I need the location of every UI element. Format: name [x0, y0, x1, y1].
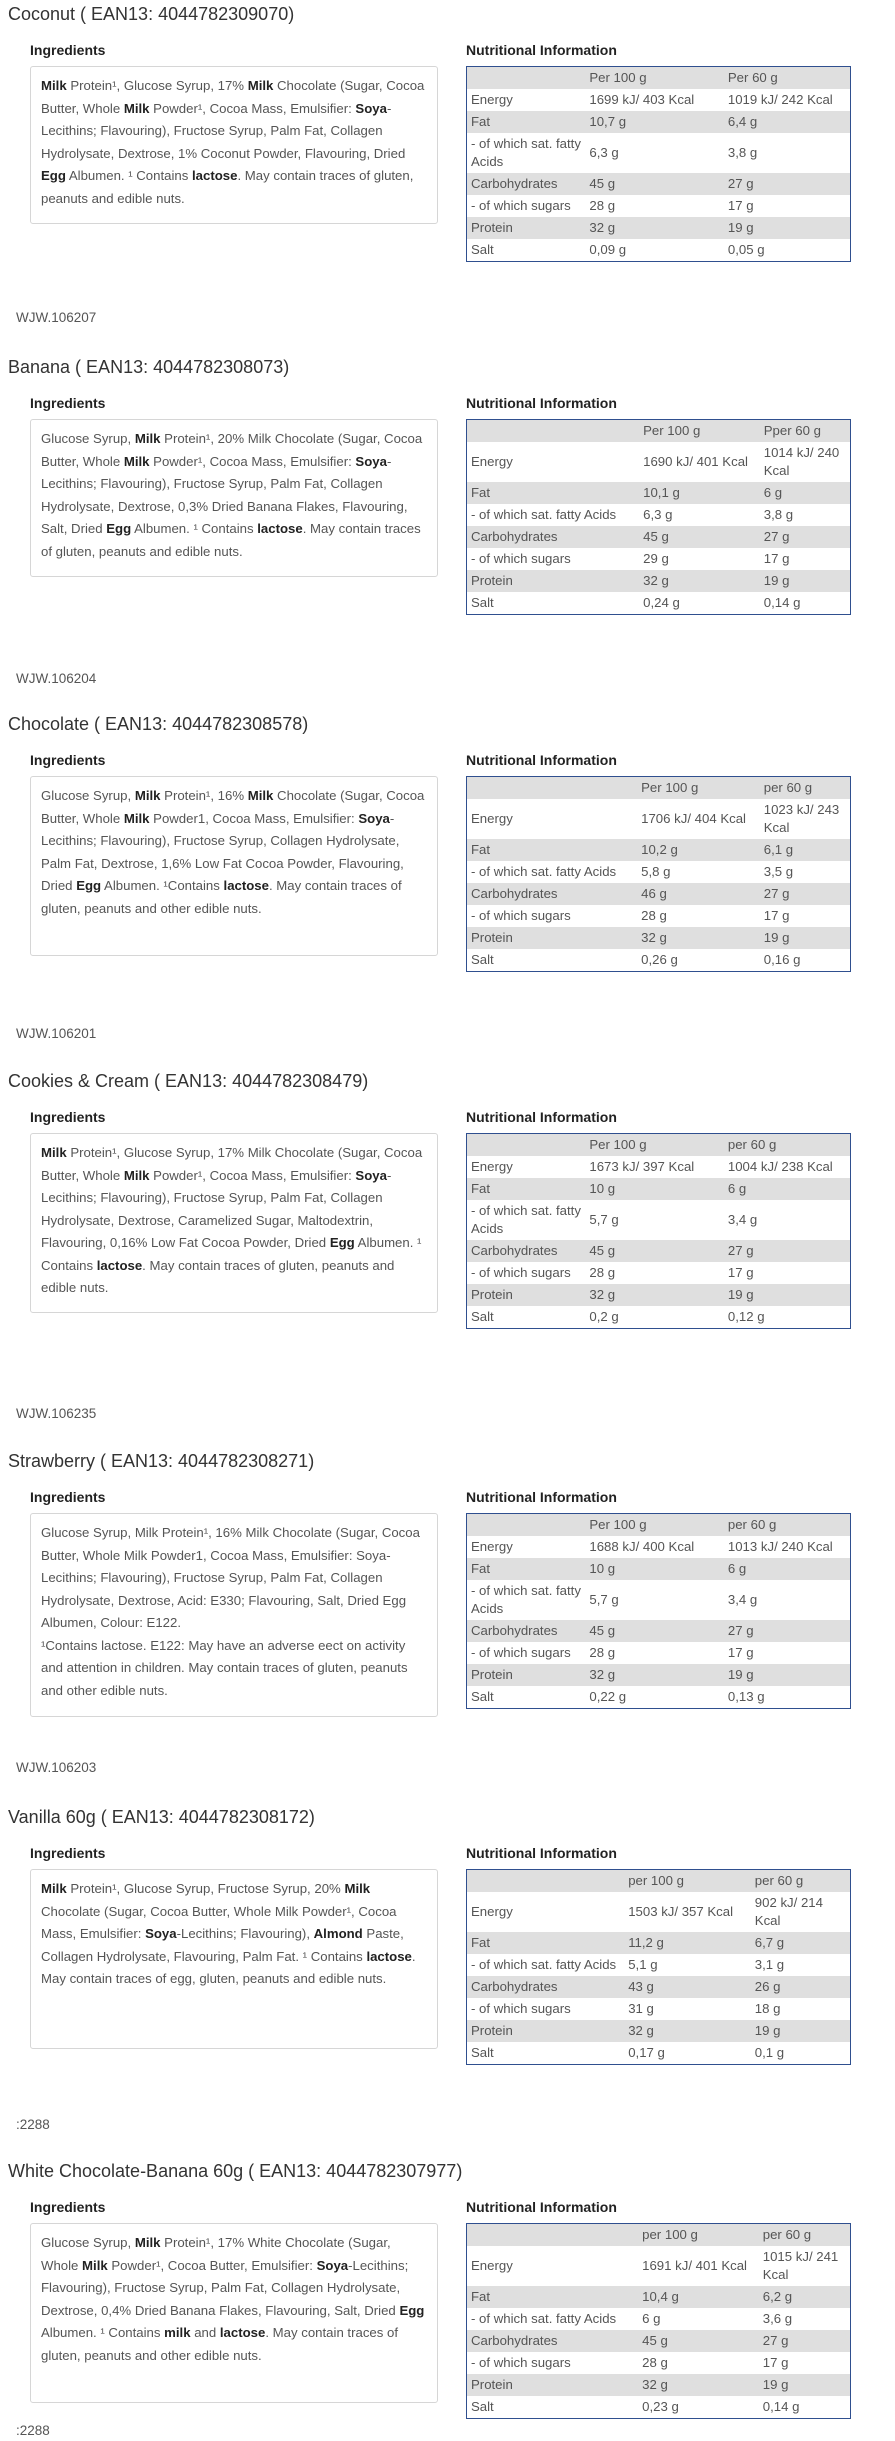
- nutrition-row-sat-fat: [467, 1954, 851, 1976]
- ingredients-heading: Ingredients: [30, 2199, 106, 2215]
- column-header: per 60 g: [724, 1134, 851, 1157]
- value-per-60g: 17 g: [763, 908, 790, 923]
- value-per-100g: 29 g: [643, 551, 669, 566]
- value-per-60g: 27 g: [724, 1620, 851, 1642]
- value-per-100g: 45 g: [639, 526, 760, 548]
- value-per-60g: 6 g: [760, 482, 851, 504]
- value-per-60g: 6,4 g: [724, 111, 851, 133]
- value-per-100g: 10,4 g: [638, 2286, 759, 2308]
- value-per-100g: 0,26 g: [641, 952, 678, 967]
- ingredients-heading: Ingredients: [30, 1489, 106, 1505]
- nutrient-label: - of which sat. fatty Acids: [471, 2311, 617, 2326]
- ingredients-heading: Ingredients: [30, 1845, 106, 1861]
- column-header: Per 100 g: [585, 1514, 724, 1537]
- ingredients-text: Glucose Syrup, Milk Protein¹, 17% White Chocolate (Sugar, Whole Milk Powder¹, Cocoa Butter, Emulsifier: Soya-Lecithins; Flavouring), Fructose Syrup, Palm Fat, Collagen Hydrolysate, Dextrose, 0,4% Dried Banana Flakes, Flavouring, Salt, Dried Egg Albumen. ¹ Contains milk and lactose. May contain traces of gluten, peanuts and other edible nuts.: [30, 2223, 438, 2403]
- value-per-60g: 17 g: [727, 1265, 754, 1280]
- nutrient-label: - of which sugars: [471, 551, 571, 566]
- product-code: WJW.106207: [16, 310, 97, 325]
- nutrient-label: Protein: [467, 2374, 639, 2396]
- nutrition-row-energy: [467, 799, 851, 839]
- ingredients-heading: Ingredients: [30, 1109, 106, 1125]
- nutrient-label: Salt: [471, 2045, 494, 2060]
- column-header: per 60 g: [751, 1870, 851, 1893]
- value-per-60g: 17 g: [727, 1645, 754, 1660]
- nutrient-label: Fat: [467, 1178, 586, 1200]
- value-per-100g: 45 g: [585, 1620, 724, 1642]
- value-per-60g: 27 g: [760, 883, 851, 905]
- nutrition-row-sugars: [467, 1998, 851, 2020]
- column-header: Pper 60 g: [760, 420, 851, 443]
- nutrition-row-carbohydrates: [467, 1620, 851, 1642]
- nutrient-label: Energy: [471, 1159, 513, 1174]
- value-per-100g: 43 g: [624, 1976, 751, 1998]
- value-per-100g: 45 g: [585, 1240, 724, 1262]
- nutrient-label: Fat: [467, 111, 586, 133]
- nutrient-label: Protein: [467, 217, 586, 239]
- value-per-100g: 6,3 g: [589, 145, 619, 160]
- nutrient-label: - of which sat. fatty Acids: [471, 864, 617, 879]
- nutrition-heading: Nutritional Information: [466, 1845, 617, 1861]
- nutrition-row-sugars: [467, 548, 851, 570]
- value-per-100g: 5,1 g: [628, 1957, 658, 1972]
- nutrition-row-salt: [467, 949, 851, 972]
- product-code: WJW.106204: [16, 671, 97, 686]
- nutrition-row-energy: [467, 1892, 851, 1932]
- nutrition-table: [466, 66, 851, 262]
- value-per-100g: 1690 kJ/ 401 Kcal: [643, 454, 748, 469]
- value-per-60g: 3,8 g: [763, 507, 794, 522]
- value-per-60g: 17 g: [727, 198, 754, 213]
- nutrition-row-carbohydrates: [467, 526, 851, 548]
- value-per-60g: 27 g: [759, 2330, 851, 2352]
- column-header: per 100 g: [638, 2224, 759, 2247]
- nutrient-label: - of which sugars: [471, 1645, 571, 1660]
- nutrition-row-energy: [467, 2246, 851, 2286]
- value-per-60g: 1015 kJ/ 241 Kcal: [762, 2249, 839, 2282]
- ingredients-text: Milk Protein¹, Glucose Syrup, Fructose Syrup, 20% Milk Chocolate (Sugar, Cocoa Butter, Whole Milk Powder¹, Cocoa Mass, Emulsifier: Soya-Lecithins; Flavouring), Almond Paste, Collagen Hydrolysate, Flavouring, Palm Fat. ¹ Contains lactose. May contain traces of egg, gluten, peanuts and edible nuts.: [30, 1869, 438, 2049]
- nutrition-table: [466, 1869, 851, 2065]
- nutrient-label: Salt: [471, 595, 494, 610]
- value-per-60g: 6,7 g: [751, 1932, 851, 1954]
- header-empty-cell: [467, 777, 638, 800]
- nutrient-label: Energy: [471, 2258, 513, 2273]
- product-code: WJW.106235: [16, 1406, 97, 1421]
- column-header: Per 100 g: [585, 1134, 724, 1157]
- nutrition-row-protein: [467, 2374, 851, 2396]
- nutrient-label: Carbohydrates: [467, 2330, 639, 2352]
- nutrition-heading: Nutritional Information: [466, 395, 617, 411]
- value-per-100g: 5,8 g: [641, 864, 671, 879]
- value-per-60g: 19 g: [759, 2374, 851, 2396]
- value-per-100g: 10,1 g: [639, 482, 760, 504]
- nutrient-label: - of which sugars: [471, 2001, 571, 2016]
- value-per-60g: 0,14 g: [762, 2399, 800, 2414]
- nutrition-row-salt: [467, 1686, 851, 1709]
- nutrient-label: - of which sat. fatty Acids: [471, 507, 617, 522]
- value-per-100g: 28 g: [589, 198, 616, 213]
- value-per-100g: 28 g: [641, 908, 667, 923]
- nutrition-row-sugars: [467, 905, 851, 927]
- nutrient-label: - of which sat. fatty Acids: [471, 136, 581, 169]
- nutrition-table: [466, 776, 851, 972]
- nutrition-row-protein: [467, 1664, 851, 1686]
- ingredients-text: Milk Protein¹, Glucose Syrup, 17% Milk Chocolate (Sugar, Cocoa Butter, Whole Milk Powder¹, Cocoa Mass, Emulsifier: Soya-Lecithins; Flavouring), Fructose Syrup, Palm Fat, Collagen Hydrolysate, Dextrose, 1% Coconut Powder, Flavouring, Dried Egg Albumen. ¹ Contains lactose. May contain traces of gluten, peanuts and edible nuts.: [30, 66, 438, 224]
- nutrient-label: Protein: [467, 1664, 586, 1686]
- value-per-100g: 0,22 g: [589, 1689, 627, 1704]
- nutrient-label: - of which sat. fatty Acids: [471, 1583, 581, 1616]
- nutrient-label: Carbohydrates: [467, 1240, 586, 1262]
- value-per-100g: 32 g: [585, 1284, 724, 1306]
- nutrient-label: - of which sugars: [471, 2355, 571, 2370]
- value-per-100g: 5,7 g: [589, 1212, 619, 1227]
- value-per-100g: 10,2 g: [637, 839, 760, 861]
- value-per-60g: 19 g: [751, 2020, 851, 2042]
- nutrition-row-fat: [467, 111, 851, 133]
- nutrition-row-sat-fat: [467, 504, 851, 526]
- value-per-60g: 1013 kJ/ 240 Kcal: [727, 1539, 833, 1554]
- nutrient-label: Salt: [471, 2399, 494, 2414]
- nutrition-row-salt: [467, 592, 851, 615]
- nutrition-heading: Nutritional Information: [466, 2199, 617, 2215]
- column-header: Per 60 g: [724, 67, 851, 90]
- nutrient-label: - of which sugars: [471, 908, 571, 923]
- nutrient-label: Carbohydrates: [467, 1976, 625, 1998]
- nutrient-label: - of which sugars: [471, 198, 571, 213]
- value-per-100g: 0,17 g: [628, 2045, 665, 2060]
- nutrient-label: Energy: [471, 454, 513, 469]
- nutrition-header-row: [467, 777, 851, 800]
- value-per-60g: 18 g: [754, 2001, 781, 2016]
- value-per-100g: 1503 kJ/ 357 Kcal: [628, 1904, 734, 1919]
- value-per-100g: 10,7 g: [585, 111, 724, 133]
- product-code: WJW.106201: [16, 1026, 97, 1041]
- nutrition-row-carbohydrates: [467, 2330, 851, 2352]
- nutrient-label: Energy: [471, 1539, 513, 1554]
- value-per-60g: 1014 kJ/ 240 Kcal: [763, 445, 840, 478]
- nutrient-label: Fat: [467, 2286, 639, 2308]
- nutrient-label: Salt: [471, 952, 494, 967]
- header-empty-cell: [467, 1514, 586, 1537]
- value-per-60g: 1004 kJ/ 238 Kcal: [727, 1159, 833, 1174]
- header-empty-cell: [467, 67, 586, 90]
- nutrition-row-fat: [467, 1178, 851, 1200]
- value-per-100g: 5,7 g: [589, 1592, 619, 1607]
- nutrition-row-sat-fat: [467, 861, 851, 883]
- value-per-100g: 10 g: [585, 1178, 724, 1200]
- product-title: Strawberry ( EAN13: 4044782308271): [8, 1451, 315, 1471]
- nutrient-label: Carbohydrates: [467, 883, 638, 905]
- nutrient-label: Salt: [471, 1309, 494, 1324]
- nutrition-row-fat: [467, 1932, 851, 1954]
- nutrition-row-fat: [467, 2286, 851, 2308]
- value-per-60g: 6 g: [724, 1558, 851, 1580]
- nutrition-row-sugars: [467, 195, 851, 217]
- value-per-100g: 28 g: [589, 1645, 616, 1660]
- value-per-60g: 17 g: [763, 551, 790, 566]
- nutrient-label: Protein: [467, 927, 638, 949]
- nutrition-header-row: [467, 1134, 851, 1157]
- ingredients-text: Glucose Syrup, Milk Protein¹, 16% Milk Chocolate (Sugar, Cocoa Butter, Whole Milk Powder1, Cocoa Mass, Emulsifier: Soya-Lecithins; Flavouring), Fructose Syrup, Collagen Hydrolysate, Palm Fat, Dextrose, 1,6% Low Fat Cocoa Powder, Flavouring, Dried Egg Albumen. ¹Contains lactose. May contain traces of gluten, peanuts and other edible nuts.: [30, 776, 438, 956]
- product-code: WJW.106203: [16, 1760, 97, 1775]
- nutrient-label: Energy: [471, 92, 513, 107]
- nutrition-row-protein: [467, 1284, 851, 1306]
- value-per-100g: 46 g: [637, 883, 760, 905]
- column-header: Per 100 g: [637, 777, 760, 800]
- nutrition-row-sugars: [467, 1262, 851, 1284]
- value-per-60g: 3,4 g: [727, 1212, 758, 1227]
- nutrition-heading: Nutritional Information: [466, 42, 617, 58]
- column-header: Per 100 g: [639, 420, 760, 443]
- value-per-100g: 11,2 g: [624, 1932, 751, 1954]
- product-title: Vanilla 60g ( EAN13: 4044782308172): [8, 1807, 315, 1827]
- nutrition-table: [466, 2223, 851, 2419]
- header-empty-cell: [467, 2224, 639, 2247]
- product-title: Cookies & Cream ( EAN13: 4044782308479): [8, 1071, 369, 1091]
- nutrient-label: Energy: [471, 1904, 513, 1919]
- header-empty-cell: [467, 1870, 625, 1893]
- value-per-60g: 27 g: [724, 1240, 851, 1262]
- nutrition-row-fat: [467, 839, 851, 861]
- value-per-100g: 0,09 g: [589, 242, 627, 257]
- product-code: :2288: [16, 2423, 50, 2438]
- nutrient-label: - of which sat. fatty Acids: [471, 1957, 617, 1972]
- value-per-60g: 3,5 g: [763, 864, 794, 879]
- nutrition-row-carbohydrates: [467, 1976, 851, 1998]
- value-per-60g: 0,13 g: [727, 1689, 765, 1704]
- nutrition-row-energy: [467, 1536, 851, 1558]
- value-per-100g: 31 g: [628, 2001, 654, 2016]
- value-per-60g: 0,16 g: [763, 952, 801, 967]
- nutrition-heading: Nutritional Information: [466, 1109, 617, 1125]
- nutrition-row-sat-fat: [467, 1580, 851, 1620]
- value-per-100g: 0,24 g: [643, 595, 680, 610]
- nutrition-header-row: [467, 1870, 851, 1893]
- value-per-60g: 19 g: [724, 1664, 851, 1686]
- value-per-60g: 19 g: [760, 927, 851, 949]
- nutrient-label: Salt: [471, 1689, 494, 1704]
- value-per-100g: 28 g: [642, 2355, 668, 2370]
- nutrition-heading: Nutritional Information: [466, 752, 617, 768]
- value-per-100g: 1673 kJ/ 397 Kcal: [589, 1159, 695, 1174]
- nutrient-label: Salt: [471, 242, 494, 257]
- nutrient-label: Protein: [467, 570, 640, 592]
- nutrition-row-sugars: [467, 1642, 851, 1664]
- nutrition-header-row: [467, 67, 851, 90]
- nutrient-label: Fat: [467, 482, 640, 504]
- nutrition-row-protein: [467, 217, 851, 239]
- value-per-60g: 3,1 g: [754, 1957, 785, 1972]
- ingredients-text: Glucose Syrup, Milk Protein¹, 16% Milk Chocolate (Sugar, Cocoa Butter, Whole Milk Powder1, Cocoa Mass, Emulsifier: Soya-Lecithins; Flavouring), Fructose Syrup, Palm Fat, Collagen Hydrolysate, Dextrose, Acid: E330; Flavouring, Salt, Dried Egg Albumen, Colour: E122. ¹Contains lactose. E122: May have an adverse eect on activity and attention in children. May contain traces of gluten, peanuts and other edible nuts.: [30, 1513, 438, 1717]
- value-per-60g: 1019 kJ/ 242 Kcal: [727, 92, 833, 107]
- value-per-100g: 32 g: [639, 570, 760, 592]
- ingredients-text: Glucose Syrup, Milk Protein¹, 20% Milk Chocolate (Sugar, Cocoa Butter, Whole Milk Powder¹, Cocoa Mass, Emulsifier: Soya-Lecithins; Flavouring), Fructose Syrup, Palm Fat, Collagen Hydrolysate, Dextrose, 0,3% Dried Banana Flakes, Flavouring, Salt, Dried Egg Albumen. ¹ Contains lactose. May contain traces of gluten, peanuts and edible nuts.: [30, 419, 438, 577]
- nutrient-label: Carbohydrates: [467, 526, 640, 548]
- ingredients-text: Milk Protein¹, Glucose Syrup, 17% Milk Chocolate (Sugar, Cocoa Butter, Whole Milk Powder¹, Cocoa Mass, Emulsifier: Soya-Lecithins; Flavouring), Fructose Syrup, Palm Fat, Collagen Hydrolysate, Dextrose, Caramelized Sugar, Maltodextrin, Flavouring, 0,16% Low Fat Cocoa Powder, Dried Egg Albumen. ¹ Contains lactose. May contain traces of gluten, peanuts and edible nuts.: [30, 1133, 438, 1313]
- nutrition-row-carbohydrates: [467, 173, 851, 195]
- nutrient-label: Energy: [471, 811, 513, 826]
- nutrition-row-salt: [467, 2042, 851, 2065]
- nutrient-label: - of which sat. fatty Acids: [471, 1203, 581, 1236]
- nutrition-header-row: [467, 420, 851, 443]
- value-per-60g: 3,8 g: [727, 145, 758, 160]
- nutrient-label: Carbohydrates: [467, 173, 586, 195]
- nutrient-label: Carbohydrates: [467, 1620, 586, 1642]
- value-per-60g: 17 g: [762, 2355, 789, 2370]
- nutrition-table: [466, 1133, 851, 1329]
- value-per-100g: 45 g: [585, 173, 724, 195]
- nutrient-label: - of which sugars: [471, 1265, 571, 1280]
- nutrition-row-fat: [467, 1558, 851, 1580]
- ingredients-heading: Ingredients: [30, 752, 106, 768]
- nutrition-row-protein: [467, 570, 851, 592]
- value-per-60g: 6 g: [724, 1178, 851, 1200]
- value-per-60g: 26 g: [751, 1976, 851, 1998]
- nutrition-header-row: [467, 1514, 851, 1537]
- value-per-60g: 0,14 g: [763, 595, 801, 610]
- column-header: Per 100 g: [585, 67, 724, 90]
- header-empty-cell: [467, 1134, 586, 1157]
- product-title: Chocolate ( EAN13: 4044782308578): [8, 714, 309, 734]
- nutrition-header-row: [467, 2224, 851, 2247]
- value-per-60g: 27 g: [760, 526, 851, 548]
- product-title: Coconut ( EAN13: 4044782309070): [8, 4, 295, 24]
- column-header: per 60 g: [724, 1514, 851, 1537]
- value-per-60g: 19 g: [760, 570, 851, 592]
- header-empty-cell: [467, 420, 640, 443]
- value-per-60g: 902 kJ/ 214 Kcal: [754, 1895, 823, 1928]
- value-per-100g: 6 g: [642, 2311, 661, 2326]
- nutrient-label: Fat: [467, 1932, 625, 1954]
- value-per-60g: 19 g: [724, 1284, 851, 1306]
- value-per-100g: 32 g: [585, 217, 724, 239]
- value-per-60g: 6,1 g: [760, 839, 851, 861]
- value-per-100g: 32 g: [637, 927, 760, 949]
- nutrition-row-energy: [467, 1156, 851, 1178]
- nutrient-label: Protein: [467, 1284, 586, 1306]
- nutrition-row-sat-fat: [467, 1200, 851, 1240]
- nutrition-table: [466, 1513, 851, 1709]
- value-per-100g: 1688 kJ/ 400 Kcal: [589, 1539, 695, 1554]
- nutrition-table: [466, 419, 851, 615]
- column-header: per 100 g: [624, 1870, 751, 1893]
- nutrition-heading: Nutritional Information: [466, 1489, 617, 1505]
- value-per-60g: 6,2 g: [759, 2286, 851, 2308]
- value-per-100g: 1691 kJ/ 401 Kcal: [642, 2258, 747, 2273]
- value-per-60g: 19 g: [724, 217, 851, 239]
- nutrient-label: Fat: [467, 839, 638, 861]
- value-per-60g: 3,4 g: [727, 1592, 758, 1607]
- value-per-100g: 32 g: [638, 2374, 759, 2396]
- nutrition-row-sat-fat: [467, 133, 851, 173]
- nutrition-row-carbohydrates: [467, 1240, 851, 1262]
- value-per-60g: 1023 kJ/ 243 Kcal: [763, 802, 840, 835]
- nutrition-row-sugars: [467, 2352, 851, 2374]
- nutrition-row-salt: [467, 2396, 851, 2419]
- value-per-60g: 27 g: [724, 173, 851, 195]
- nutrition-row-fat: [467, 482, 851, 504]
- ingredients-heading: Ingredients: [30, 395, 106, 411]
- nutrition-row-sat-fat: [467, 2308, 851, 2330]
- value-per-60g: 0,05 g: [727, 242, 765, 257]
- product-code: :2288: [16, 2117, 50, 2132]
- nutrition-row-energy: [467, 89, 851, 111]
- value-per-100g: 32 g: [624, 2020, 751, 2042]
- value-per-100g: 1699 kJ/ 403 Kcal: [589, 92, 695, 107]
- nutrition-row-salt: [467, 239, 851, 262]
- nutrient-label: Protein: [467, 2020, 625, 2042]
- column-header: per 60 g: [759, 2224, 851, 2247]
- product-title: Banana ( EAN13: 4044782308073): [8, 357, 290, 377]
- value-per-60g: 0,1 g: [754, 2045, 785, 2060]
- ingredients-heading: Ingredients: [30, 42, 106, 58]
- value-per-100g: 0,2 g: [589, 1309, 619, 1324]
- value-per-100g: 28 g: [589, 1265, 616, 1280]
- nutrition-row-energy: [467, 442, 851, 482]
- nutrient-label: Fat: [467, 1558, 586, 1580]
- column-header: per 60 g: [760, 777, 851, 800]
- nutrition-row-protein: [467, 2020, 851, 2042]
- nutrition-row-carbohydrates: [467, 883, 851, 905]
- value-per-100g: 10 g: [585, 1558, 724, 1580]
- value-per-100g: 1706 kJ/ 404 Kcal: [641, 811, 746, 826]
- value-per-60g: 0,12 g: [727, 1309, 765, 1324]
- value-per-100g: 45 g: [638, 2330, 759, 2352]
- value-per-100g: 6,3 g: [643, 507, 673, 522]
- value-per-100g: 32 g: [585, 1664, 724, 1686]
- nutrition-row-salt: [467, 1306, 851, 1329]
- value-per-100g: 0,23 g: [642, 2399, 679, 2414]
- value-per-60g: 3,6 g: [762, 2311, 793, 2326]
- nutrition-row-protein: [467, 927, 851, 949]
- product-title: White Chocolate-Banana 60g ( EAN13: 4044782307977): [8, 2161, 463, 2181]
